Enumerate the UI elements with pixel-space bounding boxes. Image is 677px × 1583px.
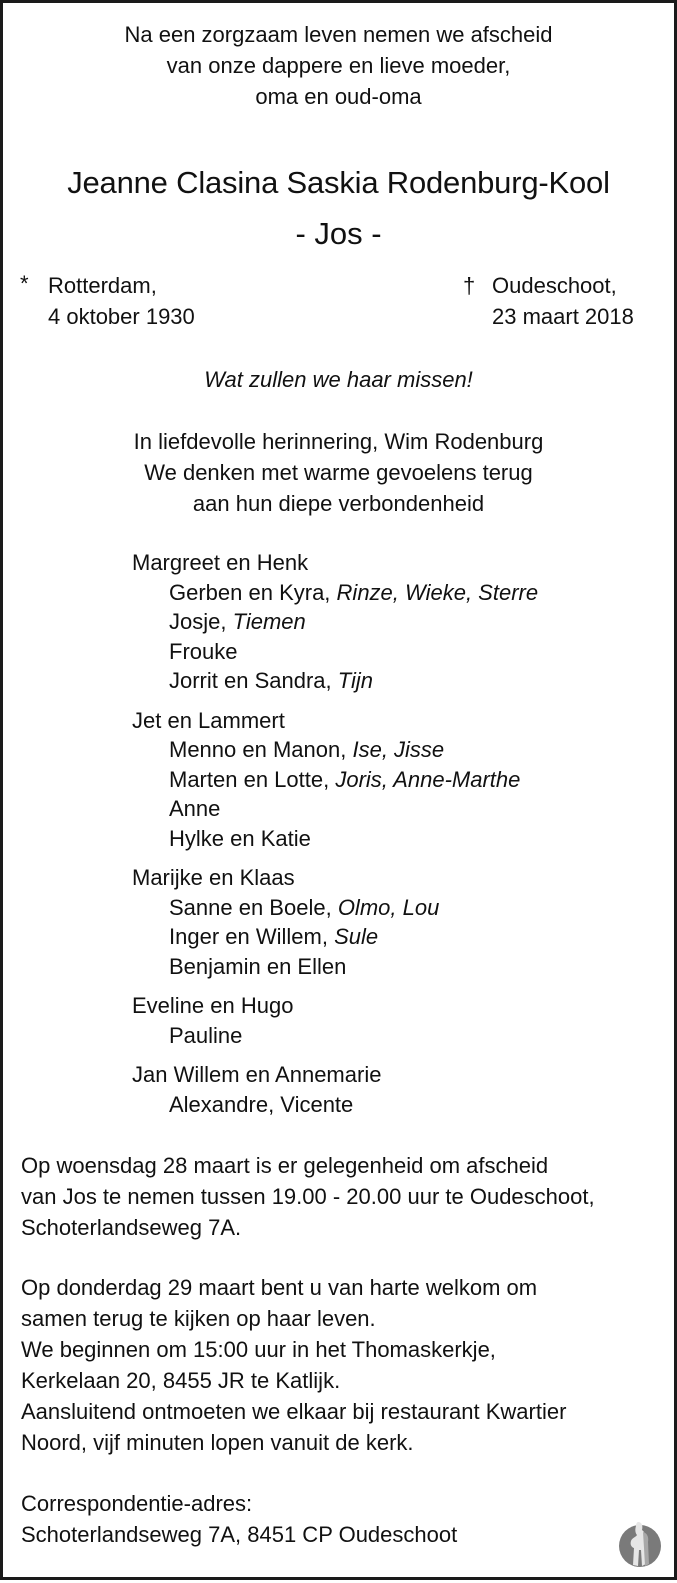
death-date: 23 maart 2018 (492, 304, 634, 329)
child-names: Sanne en Boele, (169, 894, 338, 920)
grandchild-names: Tijn (337, 668, 374, 693)
child-names: Menno en Manon, (169, 737, 353, 762)
family-parent: Jan Willem en Annemarie (132, 1062, 382, 1087)
deceased-nickname: - Jos - (295, 216, 382, 251)
family-child (169, 637, 538, 667)
family-child (169, 735, 538, 765)
child-names: Inger en Willem, (169, 924, 335, 949)
service-paragraph (21, 1272, 566, 1458)
family-child (169, 952, 538, 982)
family-parent: Margreet en Henk (132, 550, 309, 575)
intro-line: Na een zorgzaam leven nemen we afscheid (124, 22, 553, 47)
family-child (169, 765, 538, 795)
family-child (169, 607, 538, 637)
viewing-line: van Jos te nemen tussen 19.00 - 20.00 uur te Oudeschoot, (21, 1184, 595, 1209)
family-group (132, 863, 538, 981)
motto: Wat zullen we haar missen! (204, 367, 473, 392)
embracing-figures-logo-icon (616, 1520, 664, 1568)
child-names: Marten en Lotte, (169, 766, 336, 792)
service-line: We beginnen om 15:00 uur in het Thomaskerkje, (21, 1337, 496, 1362)
service-line: Aansluitend ontmoeten we elkaar bij restaurant Kwartier (21, 1399, 567, 1424)
family-parent: Jet en Lammert (132, 707, 285, 733)
family-child (169, 794, 538, 824)
remembrance-line: We denken met warme gevoelens terug (144, 460, 533, 485)
grandchild-names: Olmo, Lou (337, 894, 440, 920)
family-child (169, 1021, 538, 1051)
family-group (132, 1060, 538, 1119)
remembrance-text (3, 426, 674, 519)
child-names: Jorrit en Sandra, (169, 668, 338, 693)
grandchild-names: Rinze, Wieke, Sterre (336, 579, 539, 605)
death-dagger-icon: † (463, 273, 476, 298)
correspondence-label: Correspondentie-adres: (21, 1491, 253, 1516)
birth-date: 4 oktober 1930 (48, 304, 195, 329)
correspondence-block (21, 1488, 457, 1550)
death-place: Oudeschoot, (492, 273, 617, 298)
family-group (132, 706, 538, 854)
viewing-paragraph (21, 1150, 595, 1243)
family-parent: Eveline en Hugo (132, 993, 294, 1018)
child-names: Anne (169, 796, 221, 821)
service-line: Noord, vijf minuten lopen vanuit de kerk. (21, 1430, 414, 1455)
child-names: Pauline (169, 1022, 243, 1048)
viewing-line: Schoterlandseweg 7A. (21, 1215, 242, 1240)
family-child (169, 922, 538, 952)
viewing-line: Op woensdag 28 maart is er gelegenheid om afscheid (21, 1153, 549, 1178)
child-names: Hylke en Katie (169, 825, 311, 851)
family-child (169, 893, 538, 923)
grandchild-names: Tiemen (232, 609, 306, 634)
service-line: samen terug te kijken op haar leven. (21, 1306, 376, 1331)
grandchild-names: Sule (334, 924, 379, 949)
correspondence-address: Schoterlandseweg 7A, 8451 CP Oudeschoot (21, 1522, 458, 1547)
family-child (169, 824, 538, 854)
child-names: Josje, (169, 609, 233, 634)
child-names: Frouke (169, 638, 238, 664)
birth-asterisk-icon: * (20, 271, 29, 296)
child-names: Gerben en Kyra, (169, 579, 337, 605)
child-names: Benjamin en Ellen (169, 953, 347, 979)
remembrance-line: In liefdevolle herinnering, Wim Rodenburg (133, 429, 544, 454)
service-line: Op donderdag 29 maart bent u van harte welkom om (21, 1275, 538, 1300)
family-child (169, 578, 538, 608)
family-group (132, 991, 538, 1050)
remembrance-line: aan hun diepe verbondenheid (192, 491, 485, 516)
family-group (132, 548, 538, 696)
grandchild-names: Ise, Jisse (352, 737, 445, 762)
family-list (132, 548, 538, 1129)
intro-text (3, 19, 674, 112)
birth-place: Rotterdam, (48, 273, 157, 298)
service-line: Kerkelaan 20, 8455 JR te Katlijk. (21, 1368, 341, 1393)
family-parent: Marijke en Klaas (132, 865, 295, 890)
intro-line: oma en oud-oma (255, 84, 422, 109)
family-child (169, 666, 538, 696)
intro-line: van onze dappere en lieve moeder, (166, 53, 511, 78)
family-child (169, 1090, 538, 1120)
child-names: Alexandre, Vicente (169, 1091, 354, 1117)
deceased-full-name: Jeanne Clasina Saskia Rodenburg-Kool (67, 165, 610, 200)
grandchild-names: Joris, Anne-Marthe (335, 766, 521, 792)
